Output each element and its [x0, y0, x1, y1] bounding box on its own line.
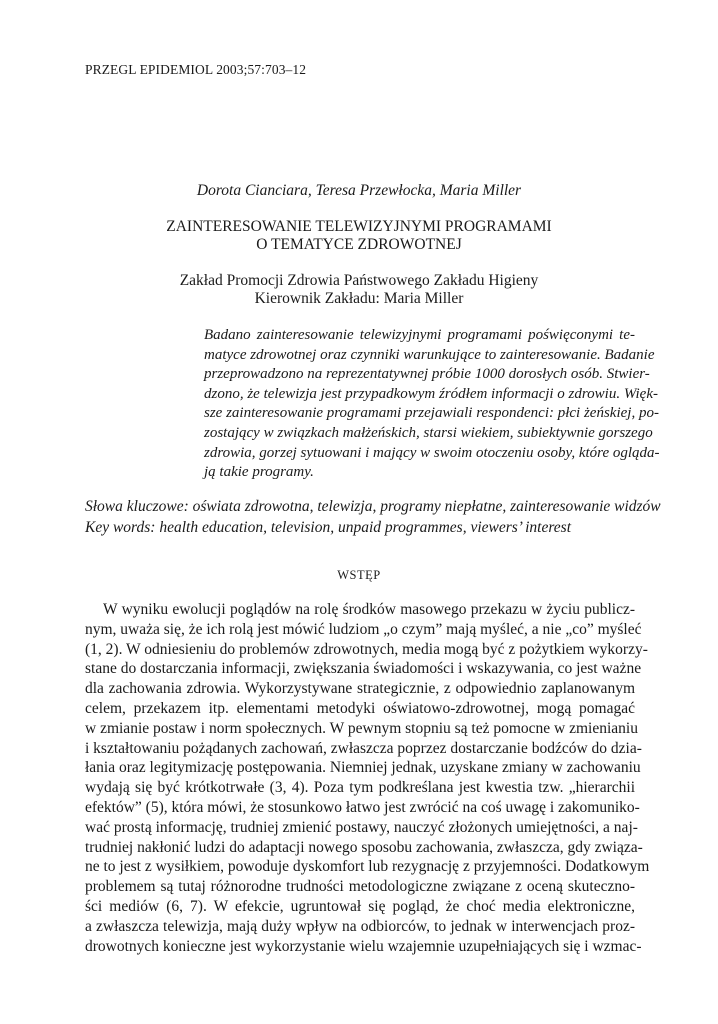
abstract-line: matyce zdrowotnej oraz czynniki warunkujące to zainteresowanie. Badanie [204, 346, 655, 363]
journal-reference: PRZEGL EPIDEMIOL 2003;57:703–12 [85, 62, 307, 77]
article-title [0, 218, 718, 254]
affiliation [0, 272, 718, 308]
section-heading: WSTĘP [337, 568, 381, 582]
keywords-polish: Słowa kluczowe: oświata zdrowotna, telewizja, programy niepłatne, zainteresowanie widzów [85, 498, 661, 515]
body-line: wać prostą informację, trudniej zmienić postawy, nauczyć złożonych umiejętności, a naj- [85, 818, 638, 836]
body-line: drowotnych konieczne jest wykorzystanie wielu wzajemnie uzupełniających się i wzmac- [85, 937, 642, 955]
body-line: ne to jest z wysiłkiem, powoduje dyskomfort lub rezygnację z przyjemności. Dodatkowym [85, 858, 650, 876]
body-line: trudniej nakłonić ludzi do adaptacji nowego sposobu zachowania, zwłaszcza, gdy związa- [85, 838, 643, 856]
title-line: O TEMATYCE ZDROWOTNEJ [256, 236, 462, 253]
body-line: wydają się być krótkotrwałe (3, 4). Poza tym podkreślana jest kwestia tzw. „hierarchii [85, 779, 635, 797]
body-line: stane do dostarczania informacji, zwiększania świadomości i wskazywania, co jest ważne [85, 660, 642, 678]
body-line: efektów” (5), która mówi, że stosunkowo łatwo jest zwrócić na coś uwagę i zakomuniko- [85, 798, 640, 816]
body-line: łania oraz legitymizację postępowania. Niemniej jednak, uzyskane zmiany w zachowaniu [85, 759, 641, 777]
body-line: i kształtowaniu pożądanych zachowań, zwłaszcza poprzez dostarczanie bodźców do dzia- [85, 739, 642, 757]
affiliation-line: Zakład Promocji Zdrowia Państwowego Zakładu Higieny [179, 272, 539, 289]
body-line: W wyniku ewolucji poglądów na rolę środków masowego przekazu w życiu publicz- [103, 601, 635, 618]
body-line: dla zachowania zdrowia. Wykorzystywane strategicznie, z odpowiednio zaplanowanym [85, 680, 635, 698]
abstract [204, 326, 660, 483]
abstract-line: przeprowadzono na reprezentatywnej próbie 1000 dorosłych osób. Stwier- [204, 366, 650, 383]
body-text [85, 600, 650, 956]
body-line: problemem są tutaj różnorodne trudności metodologiczne związane z oceną skuteczno- [85, 878, 635, 896]
title-line: ZAINTERESOWANIE TELEWIZYJNYMI PROGRAMAMI [166, 218, 552, 235]
abstract-line: ją takie programy. [204, 464, 314, 481]
abstract-line: Badano zainteresowanie telewizyjnymi programami poświęconymi te- [204, 327, 635, 343]
abstract-line: sze zainteresowanie programami przejawiali respondenci: płci żeńskiej, po- [204, 405, 659, 422]
body-line: (1, 2). W odniesieniu do problemów zdrowotnych, media mogą być z pożytkiem wykorzy- [85, 640, 648, 658]
body-line: w zmianie postaw i norm społecznych. W pewnym stopniu są też pomocne w zmienianiu [85, 719, 638, 737]
authors: Dorota Cianciara, Teresa Przewłocka, Maria Miller [196, 182, 522, 199]
abstract-line: zostający w związkach małżeńskich, starsi wiekiem, subiektywnie gorszego [204, 424, 653, 441]
abstract-line: zdrowia, gorzej sytuowani i mający w swoim otoczeniu osoby, które ogląda- [204, 444, 660, 461]
keywords [85, 496, 661, 538]
body-line: nym, uważa się, że ich rolą jest mówić ludziom „o czym” mają myśleć, a nie „co” myśleć [85, 620, 642, 638]
body-line: ści mediów (6, 7). W efekcie, ugruntował się pogląd, że choć media elektroniczne, [85, 897, 635, 915]
keywords-english: Key words: health education, television, unpaid programmes, viewers’ interest [85, 519, 572, 536]
affiliation-line: Kierownik Zakładu: Maria Miller [254, 290, 464, 307]
abstract-line: dzono, że telewizja jest przypadkowym źródłem informacji o zdrowiu. Więk- [204, 385, 658, 402]
body-line: a zwłaszcza telewizja, mają duży wpływ na odbiorców, to jednak w interwencjach proz- [85, 917, 635, 935]
body-line: celem, przekazem itp. elementami metodyki oświatowo-zdrowotnej, mogą pomagać [85, 699, 635, 717]
